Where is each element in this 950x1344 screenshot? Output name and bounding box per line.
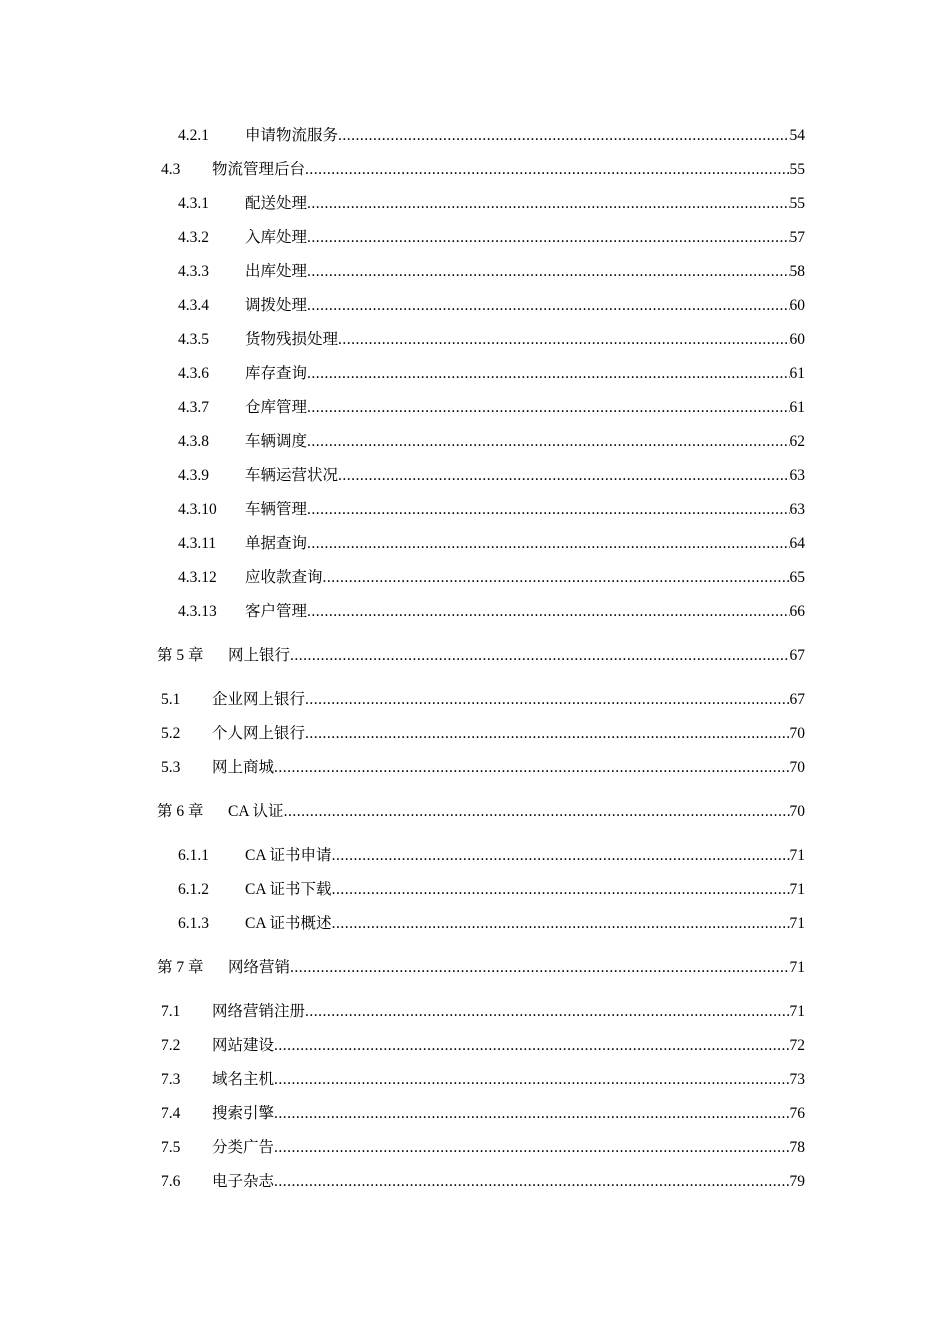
toc-entry-page-number: 58 (789, 263, 805, 280)
toc-entry[interactable] (0, 795, 950, 829)
toc-entry-title: 仓库管理 (245, 399, 308, 416)
toc-entry-number: 7.1 (161, 1003, 181, 1020)
toc-entry-number: 7.4 (161, 1105, 181, 1122)
toc-entry-title: 物流管理后台 (212, 161, 306, 178)
toc-leader-dots (305, 153, 789, 187)
toc-entry-page-number: 55 (789, 195, 805, 212)
toc-entry[interactable] (0, 683, 950, 717)
toc-entry-page-number: 66 (789, 603, 805, 620)
toc-entry-title: 货物残损处理 (245, 331, 339, 348)
toc-entry[interactable] (0, 951, 950, 985)
toc-entry-line (212, 1165, 805, 1199)
toc-leader-dots (274, 1131, 789, 1165)
toc-leader-dots (305, 995, 789, 1029)
toc-entry[interactable] (0, 289, 950, 323)
toc-entry-line (245, 357, 805, 391)
toc-entry-number: 6.1.2 (178, 881, 209, 898)
toc-entry-line (245, 255, 805, 289)
toc-entry-line (245, 221, 805, 255)
toc-entry-page-number: 70 (789, 803, 805, 820)
toc-entry-line (212, 1029, 805, 1063)
toc-entry-number: 6.1.3 (178, 915, 209, 932)
toc-entry-page-number: 62 (789, 433, 805, 450)
toc-entry-page-number: 64 (789, 535, 805, 552)
toc-leader-dots (307, 425, 789, 459)
toc-entry[interactable] (0, 255, 950, 289)
toc-entry[interactable] (0, 425, 950, 459)
toc-leader-dots (307, 221, 789, 255)
toc-leader-dots (332, 907, 790, 941)
toc-leader-dots (307, 289, 789, 323)
toc-entry-title: 车辆运营状况 (245, 467, 339, 484)
toc-entry-page-number: 79 (789, 1173, 805, 1190)
toc-entry-number: 5.1 (161, 691, 181, 708)
toc-entry-number: 4.3.4 (178, 297, 209, 314)
toc-entry-title: 企业网上银行 (212, 691, 306, 708)
toc-entry-number: 5.2 (161, 725, 181, 742)
toc-entry-line (212, 153, 805, 187)
toc-leader-dots (274, 1165, 789, 1199)
toc-leader-dots (338, 459, 789, 493)
toc-leader-dots (307, 595, 789, 629)
toc-entry-page-number: 57 (789, 229, 805, 246)
toc-entry-number: 5.3 (161, 759, 181, 776)
toc-entry[interactable] (0, 639, 950, 673)
toc-entry-page-number: 70 (789, 725, 805, 742)
toc-entry-page-number: 63 (789, 467, 805, 484)
toc-entry-number: 4.3.2 (178, 229, 209, 246)
toc-leader-dots (274, 1063, 789, 1097)
toc-entry-line (245, 907, 805, 941)
toc-entry-title: 出库处理 (245, 263, 308, 280)
toc-entry-line (245, 595, 805, 629)
toc-entry-line (245, 561, 805, 595)
toc-entry-title: 域名主机 (212, 1071, 275, 1088)
toc-entry-page-number: 71 (789, 847, 805, 864)
toc-entry-number: 4.3.5 (178, 331, 209, 348)
toc-entry-number: 4.3.10 (178, 501, 217, 518)
toc-entry-title: 车辆调度 (245, 433, 308, 450)
toc-entry-number: 4.3.12 (178, 569, 217, 586)
toc-entry-page-number: 78 (789, 1139, 805, 1156)
toc-leader-dots (332, 873, 790, 907)
toc-entry-number: 4.3.6 (178, 365, 209, 382)
toc-entry-page-number: 71 (789, 1003, 805, 1020)
toc-entry-line (212, 1063, 805, 1097)
toc-entry-line (245, 527, 805, 561)
toc-entry-title: 网上商城 (212, 759, 275, 776)
toc-entry[interactable] (0, 1097, 950, 1131)
toc-entry-page-number: 71 (789, 881, 805, 898)
toc-entry-page-number: 54 (789, 127, 805, 144)
toc-entry-line (212, 995, 805, 1029)
toc-entry-page-number: 65 (789, 569, 805, 586)
toc-entry-title: 网站建设 (212, 1037, 275, 1054)
toc-entry-title: 电子杂志 (212, 1173, 275, 1190)
toc-entry-line (245, 873, 805, 907)
toc-entry-line (245, 323, 805, 357)
toc-entry-number: 4.3.3 (178, 263, 209, 280)
toc-leader-dots (307, 527, 789, 561)
toc-entry-line (228, 795, 805, 829)
toc-leader-dots (305, 717, 789, 751)
toc-entry-page-number: 71 (789, 959, 805, 976)
toc-entry-title: 网络营销 (228, 959, 291, 976)
toc-entry-number: 4.3.9 (178, 467, 209, 484)
toc-entry-page-number: 67 (789, 691, 805, 708)
toc-leader-dots (307, 255, 789, 289)
table-of-contents (0, 119, 950, 1199)
toc-entry-title: 客户管理 (245, 603, 308, 620)
toc-entry-title: CA 认证 (228, 803, 284, 820)
toc-entry-page-number: 76 (789, 1105, 805, 1122)
toc-entry-page-number: 61 (789, 365, 805, 382)
toc-leader-dots (338, 323, 789, 357)
toc-leader-dots (274, 1029, 789, 1063)
toc-entry-number: 4.3.7 (178, 399, 209, 416)
toc-entry-title: 入库处理 (245, 229, 308, 246)
toc-entry[interactable] (0, 561, 950, 595)
toc-entry-line (212, 717, 805, 751)
toc-entry[interactable] (0, 221, 950, 255)
toc-entry[interactable] (0, 1063, 950, 1097)
toc-entry[interactable] (0, 873, 950, 907)
toc-entry[interactable] (0, 907, 950, 941)
toc-entry-title: 应收款查询 (245, 569, 323, 586)
toc-entry-number: 7.2 (161, 1037, 181, 1054)
toc-entry[interactable] (0, 595, 950, 629)
toc-entry-page-number: 55 (789, 161, 805, 178)
toc-entry[interactable] (0, 1029, 950, 1063)
toc-entry[interactable] (0, 323, 950, 357)
toc-entry[interactable] (0, 995, 950, 1029)
toc-entry[interactable] (0, 1131, 950, 1165)
toc-entry-title: 调拨处理 (245, 297, 308, 314)
toc-entry-number: 7.6 (161, 1173, 181, 1190)
toc-entry-number: 4.3 (161, 161, 181, 178)
toc-entry-number: 4.2.1 (178, 127, 209, 144)
toc-entry-title: 库存查询 (245, 365, 308, 382)
toc-entry-page-number: 72 (789, 1037, 805, 1054)
toc-entry[interactable] (0, 391, 950, 425)
toc-entry-line (228, 951, 805, 985)
toc-leader-dots (338, 119, 789, 153)
toc-entry-title: 搜索引擎 (212, 1105, 275, 1122)
toc-leader-dots (307, 187, 789, 221)
toc-entry[interactable] (0, 357, 950, 391)
toc-leader-dots (307, 357, 789, 391)
toc-entry-line (245, 425, 805, 459)
toc-entry-line (212, 1097, 805, 1131)
toc-entry-line (245, 839, 805, 873)
toc-entry-title: 申请物流服务 (245, 127, 339, 144)
toc-entry-title: CA 证书概述 (245, 915, 332, 932)
toc-entry[interactable] (0, 153, 950, 187)
toc-leader-dots (290, 639, 789, 673)
toc-entry-line (212, 683, 805, 717)
toc-entry-line (245, 289, 805, 323)
toc-leader-dots (274, 751, 789, 785)
toc-leader-dots (305, 683, 789, 717)
toc-entry-line (228, 639, 805, 673)
toc-leader-dots (284, 795, 790, 829)
toc-entry-line (212, 751, 805, 785)
toc-entry-title: 车辆管理 (245, 501, 308, 518)
toc-leader-dots (323, 561, 790, 595)
toc-entry-number: 7.3 (161, 1071, 181, 1088)
toc-entry-line (245, 493, 805, 527)
toc-entry-title: 网上银行 (228, 647, 291, 664)
toc-entry[interactable] (0, 119, 950, 153)
toc-entry[interactable] (0, 1165, 950, 1199)
toc-entry-title: 网络营销注册 (212, 1003, 306, 1020)
toc-entry[interactable] (0, 717, 950, 751)
toc-leader-dots (274, 1097, 789, 1131)
toc-entry-number: 第 7 章 (157, 959, 204, 976)
toc-entry-number: 6.1.1 (178, 847, 209, 864)
toc-entry-title: CA 证书申请 (245, 847, 332, 864)
toc-entry-page-number: 71 (789, 915, 805, 932)
toc-entry-title: 分类广告 (212, 1139, 275, 1156)
toc-entry-title: 单据查询 (245, 535, 308, 552)
toc-entry-page-number: 60 (789, 331, 805, 348)
toc-entry[interactable] (0, 527, 950, 561)
toc-entry-number: 第 5 章 (157, 647, 204, 664)
toc-entry-number: 4.3.8 (178, 433, 209, 450)
toc-entry[interactable] (0, 187, 950, 221)
toc-entry-page-number: 73 (789, 1071, 805, 1088)
toc-entry-title: CA 证书下载 (245, 881, 332, 898)
toc-entry-page-number: 63 (789, 501, 805, 518)
toc-leader-dots (307, 391, 789, 425)
toc-entry-number: 第 6 章 (157, 803, 204, 820)
toc-entry-line (245, 391, 805, 425)
toc-entry-page-number: 70 (789, 759, 805, 776)
toc-entry-title: 配送处理 (245, 195, 308, 212)
toc-entry[interactable] (0, 459, 950, 493)
toc-entry-number: 4.3.1 (178, 195, 209, 212)
toc-entry-page-number: 60 (789, 297, 805, 314)
toc-entry-title: 个人网上银行 (212, 725, 306, 742)
toc-entry[interactable] (0, 839, 950, 873)
toc-leader-dots (332, 839, 790, 873)
toc-entry-number: 4.3.11 (178, 535, 217, 552)
toc-entry-page-number: 61 (789, 399, 805, 416)
toc-leader-dots (307, 493, 789, 527)
toc-entry-line (245, 119, 805, 153)
toc-entry[interactable] (0, 493, 950, 527)
toc-entry-line (245, 459, 805, 493)
toc-entry-page-number: 67 (789, 647, 805, 664)
toc-entry-line (245, 187, 805, 221)
toc-entry-number: 7.5 (161, 1139, 181, 1156)
toc-leader-dots (290, 951, 789, 985)
toc-entry[interactable] (0, 751, 950, 785)
toc-entry-number: 4.3.13 (178, 603, 217, 620)
toc-entry-line (212, 1131, 805, 1165)
